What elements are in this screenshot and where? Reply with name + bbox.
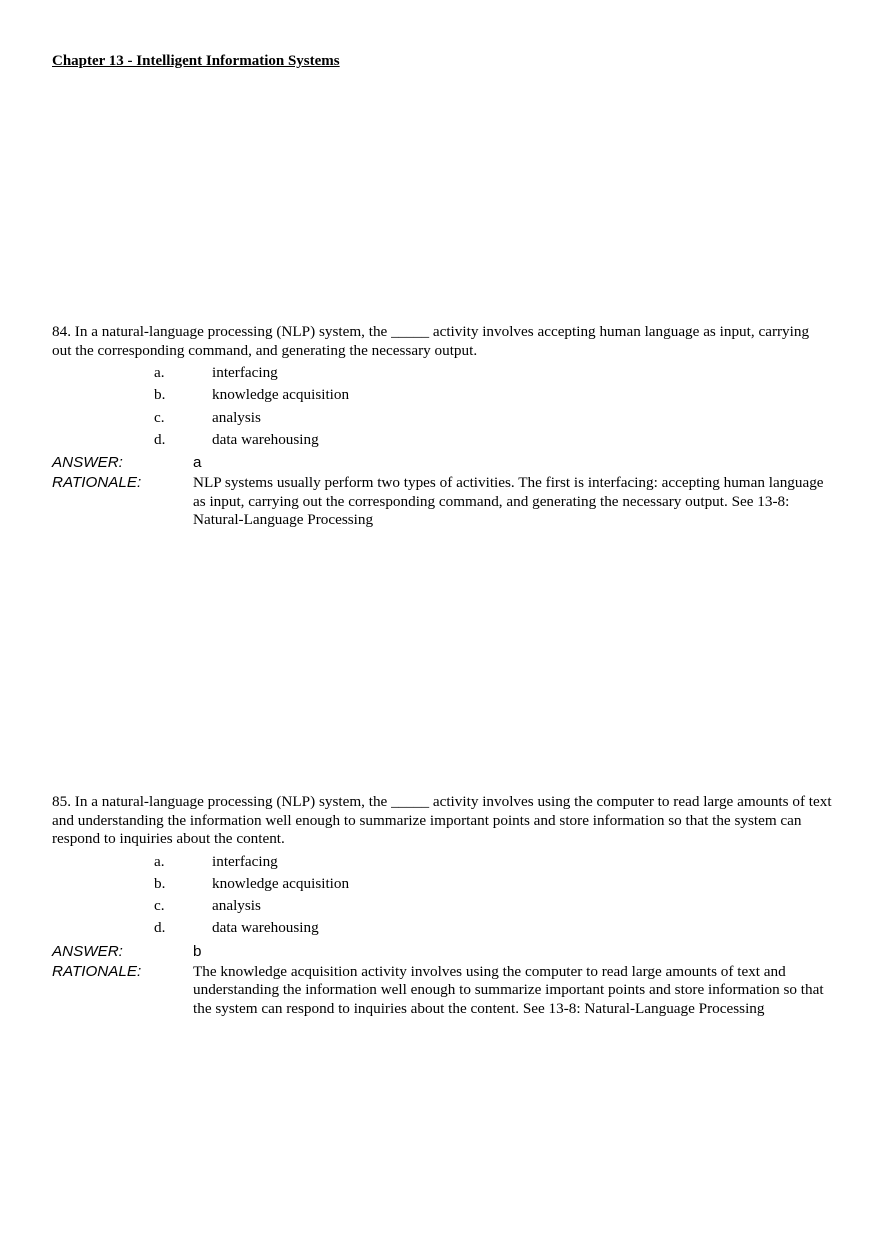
answer-label: ANSWER:	[52, 454, 123, 472]
option-letter: c.	[154, 408, 165, 426]
question-stem: 84. In a natural-language processing (NLP) system, the _____ activity involves accepting human language as input, carrying out the corresponding command, and generating the necessary output.	[52, 323, 810, 359]
rationale-row	[52, 474, 832, 530]
option-letter: a.	[154, 852, 165, 870]
option-text: analysis	[212, 408, 261, 426]
option-b	[52, 873, 832, 895]
rationale-label: RATIONALE:	[52, 962, 142, 980]
answer-row	[52, 451, 832, 474]
option-text: analysis	[212, 897, 261, 915]
options-list	[52, 851, 832, 940]
option-text: knowledge acquisition	[212, 874, 350, 892]
page-title: Chapter 13 - Intelligent Information Systems	[52, 53, 340, 69]
option-d	[52, 429, 832, 451]
option-c	[52, 407, 832, 429]
option-text: interfacing	[212, 364, 278, 381]
option-a	[52, 851, 832, 873]
rationale-row	[52, 963, 832, 1019]
rationale-text: NLP systems usually perform two types of activities. The first is interfacing: accepting human language as input, carrying out the corresponding command, and generating the necessary output. See 13-8: Natural-Language Processing	[193, 474, 824, 529]
answer-value: b	[193, 942, 202, 960]
answer-value: a	[193, 454, 202, 472]
option-d	[52, 917, 832, 939]
rationale-text: The knowledge acquisition activity involves using the computer to read large amounts of text and understanding the information well enough to summarize important points and store information so that the system can respond to inquiries about the content. See 13-8: Natural-Language Processing	[193, 962, 824, 1017]
option-c	[52, 895, 832, 917]
option-letter: b.	[154, 874, 166, 892]
option-a	[52, 362, 832, 384]
answer-row	[52, 940, 832, 963]
options-list	[52, 362, 832, 451]
option-text: interfacing	[212, 852, 278, 870]
question-85	[52, 793, 832, 1018]
option-text: data warehousing	[212, 430, 319, 448]
option-b	[52, 384, 832, 406]
option-letter: a.	[154, 364, 165, 381]
question-stem: 85. In a natural-language processing (NLP) system, the _____ activity involves using the computer to read large amounts of text and understanding the information well enough to summarize important points and store information so that the system can respond to inquiries about the content.	[52, 793, 832, 847]
option-letter: b.	[154, 386, 166, 404]
option-text: data warehousing	[212, 919, 319, 937]
option-letter: d.	[154, 919, 166, 937]
option-letter: c.	[154, 897, 165, 915]
rationale-label: RATIONALE:	[52, 474, 142, 492]
option-letter: d.	[154, 430, 166, 448]
option-text: knowledge acquisition	[212, 386, 350, 404]
answer-label: ANSWER:	[52, 942, 123, 960]
question-84	[52, 323, 832, 530]
